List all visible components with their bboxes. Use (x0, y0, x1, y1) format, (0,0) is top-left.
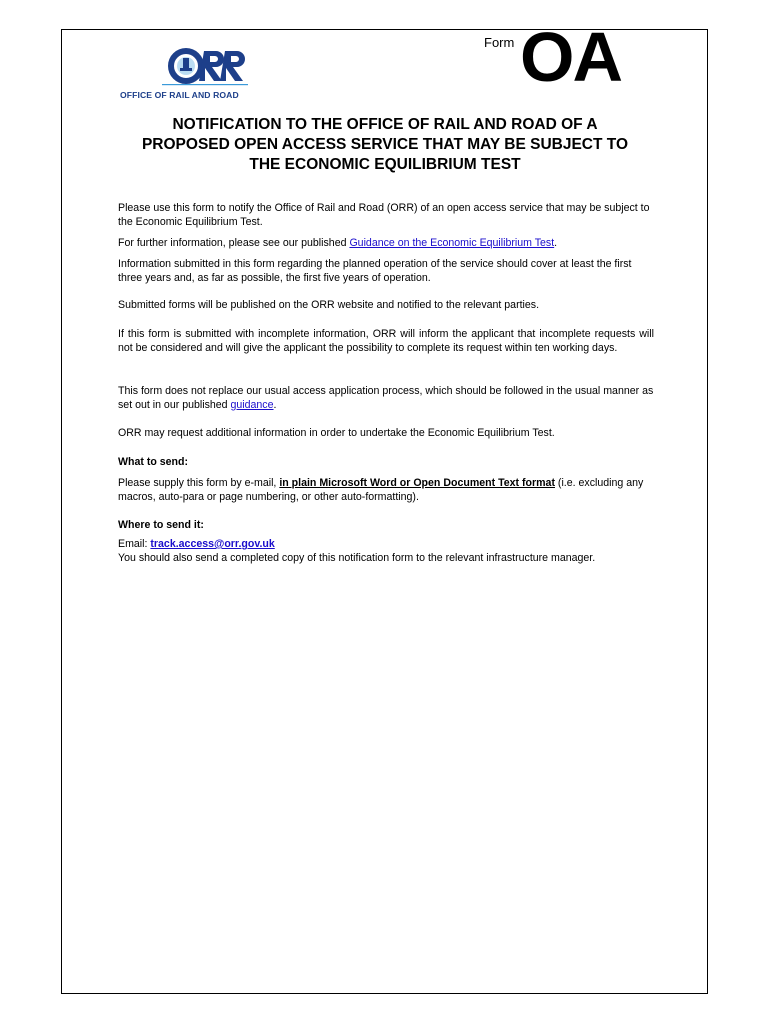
scope-text: Information submitted in this form regarding the planned operation of the service should cover at least the first three years and, as far as possible, the first five years of operation. (118, 258, 632, 284)
guidance-prefix: For further information, please see our published (118, 237, 350, 249)
scope-paragraph (118, 257, 654, 285)
process-paragraph (118, 384, 654, 412)
where-to-send-heading: Where to send it: (118, 519, 204, 531)
publication-paragraph (118, 298, 654, 312)
what-prefix: Please supply this form by e-mail, (118, 477, 280, 489)
where-to-send-paragraph (118, 537, 654, 565)
guidance-suffix: . (554, 237, 558, 249)
what-to-send-heading: What to send: (118, 456, 189, 468)
publication-text: Submitted forms will be published on the ORR website and notified to the relevant parties. (118, 299, 540, 311)
incomplete-text: If this form is submitted with incomplete information, ORR will inform the applicant that incomplete requests will not be considered and will give the applicant the possibility to complete its request within ten working days. (118, 328, 654, 354)
title-line-3: THE ECONOMIC EQUILIBRIUM TEST (249, 156, 521, 173)
intro-paragraph (118, 201, 654, 229)
orr-logo (120, 44, 250, 104)
title-line-1: NOTIFICATION TO THE OFFICE OF RAIL AND ROAD OF A (172, 116, 598, 133)
email-label: Email: (118, 538, 151, 550)
format-requirement: in plain Microsoft Word or Open Document Text format (279, 477, 555, 489)
document-title (100, 115, 670, 175)
copy-note: You should also send a completed copy of this notification form to the relevant infrastructure manager. (118, 552, 596, 564)
process-suffix: . (273, 399, 277, 411)
orr-logo-tagline: OFFICE OF RAIL AND ROAD (120, 90, 239, 100)
additional-info-text: ORR may request additional information in order to undertake the Economic Equilibrium Test. (118, 427, 555, 439)
process-prefix: This form does not replace our usual access application process, which should be followed in the usual manner as set out in our published (118, 385, 654, 411)
what-suffix: (i.e. excluding any macros, auto-para or page numbering, or other auto-formatting). (118, 477, 644, 503)
what-to-send-paragraph (118, 476, 654, 504)
email-link[interactable]: track.access@orr.gov.uk (150, 538, 275, 550)
intro-text: Please use this form to notify the Office of Rail and Road (ORR) of an open access service that may be subject to the Economic Equilibrium Test. (118, 202, 650, 228)
title-line-2: PROPOSED OPEN ACCESS SERVICE THAT MAY BE SUBJECT TO (141, 136, 629, 153)
form-label: Form (484, 35, 515, 50)
incomplete-paragraph (118, 327, 654, 355)
form-code: OA (520, 18, 621, 96)
guidance-eet-link[interactable]: Guidance on the Economic Equilibrium Test (349, 237, 555, 249)
additional-info-paragraph (118, 426, 654, 440)
guidance-paragraph (118, 236, 654, 250)
guidance-link[interactable]: guidance (230, 399, 274, 411)
